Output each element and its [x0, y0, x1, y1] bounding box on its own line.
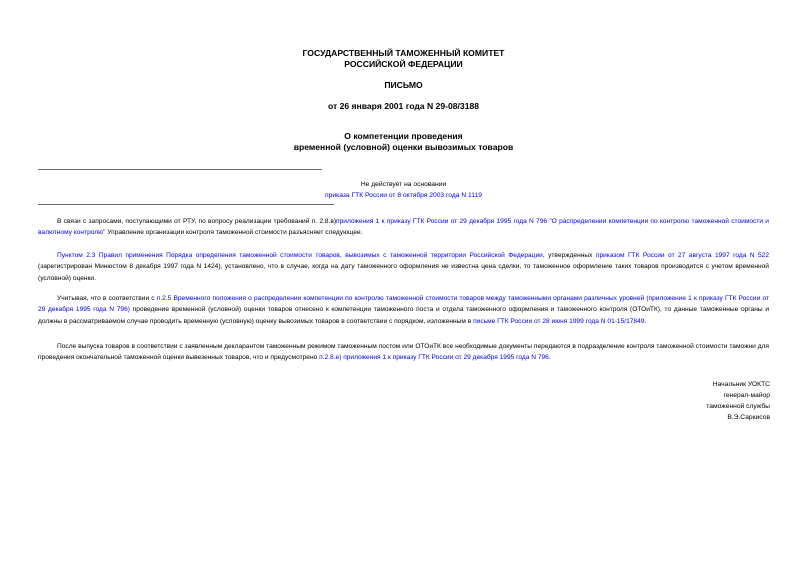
status-repeal-link[interactable]: приказа ГТК России от 8 октября 2003 года N 1119	[325, 192, 482, 199]
org-name-line2: РОССИЙСКОЙ ФЕДЕРАЦИИ	[344, 59, 463, 69]
paragraph-1: В связи с запросами, поступающими от РТУ, по вопросу реализации требований п. 2.8.в)приложения 1 к приказу ГТК России от 29 декабря 1995 года N 796 "О распределении компетенции по контролю таможенной стоимости и валютному контролю" Управление организации контроля таможенной стоимости разъясняет следующее.	[38, 218, 769, 237]
paragraph-3-link-regulation[interactable]: п.2.5 Временного положения о распределении компетенции по контролю таможенной стоимости товаров между таможенными органами различных уровней (приложение 1 к приказу ГТК России от 29 декабря 1995 года N 796)	[38, 295, 769, 314]
paragraph-2-link-rules[interactable]: Пунктом 2.3 Правил применения Порядка определения таможенной стоимости товаров, вывозимых с таможенной территории Российской Федерации	[57, 252, 543, 259]
signature-rank: генерал-майор	[723, 392, 770, 399]
paragraph-4-link-order-796[interactable]: п.2.8.е) приложения 1 к приказу ГТК России от 29 декабря 1995 года N 796	[319, 354, 549, 362]
status-notice-link-line	[0, 191, 807, 201]
org-name-line1: ГОСУДАРСТВЕННЫЙ ТАМОЖЕННЫЙ КОМИТЕТ	[302, 48, 505, 58]
document-title-line2: временной (условной) оценки вывозимых товаров	[293, 142, 514, 152]
paragraph-4: После выпуска товаров в соответствии с заявленным декларантом таможенным режимом таможенным постом или ОТОиТК все необходимые документы передаются в подразделение контроля таможенной стоимости таможни для проведения окончательной таможенной оценки вывезенных товаров, что и предусмотрено п.2.8.е) приложения 1 к приказу ГТК России от 29 декабря 1995 года N 796.	[38, 343, 769, 362]
paragraph-2: Пунктом 2.3 Правил применения Порядка определения таможенной стоимости товаров, вывозимых с таможенной территории Российской Федерации, утвержденных приказом ГТК России от 27 августа 1997 года N 522 (зарегистрирован Минюстом 8 декабря 1997 года N 1424), установлено, что в случае, когда на дату таможенного оформления не известна цена сделки, то таможенное оформление таких товаров производится с учетом временной (условной) оценки.	[38, 252, 769, 282]
signature-position: Начальник УОКТС	[712, 381, 770, 388]
status-notice: Не действует на основании	[360, 181, 447, 188]
paragraph-3-link-letter[interactable]: письме ГТК России от 28 июня 1999 года N 01-15/17849	[473, 317, 645, 325]
signature-name: В.Э.Саркисов	[727, 414, 770, 421]
document-type: ПИСЬМО	[384, 80, 423, 90]
document-date: от 26 января 2001 года N 29-08/3188	[327, 101, 480, 111]
paragraph-3: Учитывая, что в соответствии с п.2.5 Временного положения о распределении компетенции по контролю таможенной стоимости товаров между таможенными органами различных уровней (приложение 1 к приказу ГТК России от 29 декабря 1995 года N 796) проведение временной (условной) оценки товаров отнесено к компетенции таможенного поста и отдела таможенного оформления и таможенного контроля (ОТОиТК), то данные таможенные органы и должны в рассматриваемом случае проводить временную (условную) оценку вывозимых товаров в соответствии с порядком, изложенным в письме ГТК России от 28 июня 1999 года N 01-15/17849.	[38, 295, 769, 325]
bottom-divider	[38, 204, 334, 205]
document-title-line1: О компетенции проведения	[344, 131, 463, 141]
signature-service: таможенной службы	[706, 403, 770, 410]
paragraph-2-link-order-522[interactable]: приказом ГТК России от 27 августа 1997 года N 522	[595, 252, 769, 259]
top-divider	[38, 169, 322, 170]
paragraph-1-link-order-796[interactable]: приложения 1 к приказу ГТК России от 29 декабря 1995 года N 796 "О распределении компетенции по контролю таможенной стоимости и валютному контролю"	[38, 218, 769, 237]
